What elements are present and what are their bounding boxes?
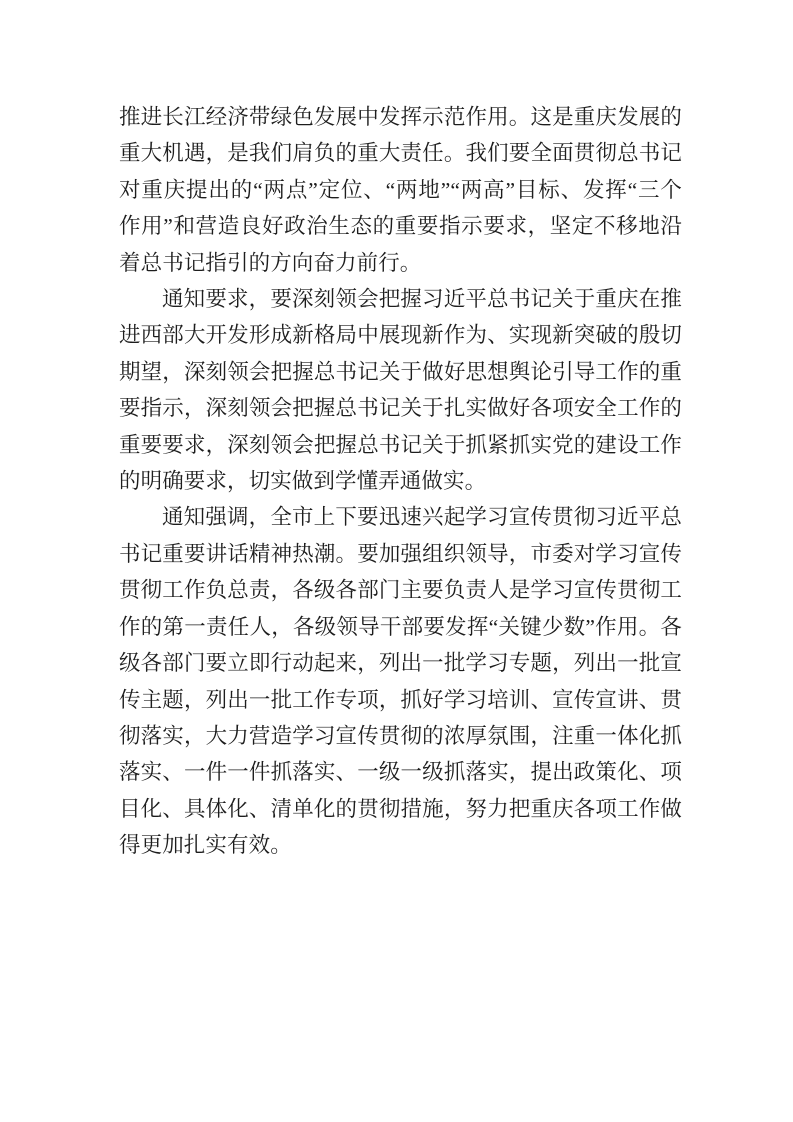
paragraph-continuation: 推进长江经济带绿色发展中发挥示范作用。这是重庆发展的重大机遇，是我们肩负的重大责任。我们要全面贯彻总书记对重庆提出的“两点”定位、“两地”“两高”目标、发挥“三个作用”和营造良好政治生态的重要指示要求，坚定不移地沿着总书记指引的方向奋力前行。 — [119, 105, 682, 275]
paragraph-notice-emphasis: 通知强调，全市上下要迅速兴起学习宣传贯彻习近平总书记重要讲话精神热潮。要加强组织领导，市委对学习宣传贯彻工作负总责，各级各部门主要负责人是学习宣传贯彻工作的第一责任人，各级领导干部要发挥“关键少数”作用。各级各部门要立即行动起来，列出一批学习专题，列出一批宣传主题，列出一批工作专项，抓好学习培训、宣传宣讲、贯彻落实，大力营造学习宣传贯彻的浓厚氛围，注重一体化抓落实、一件一件抓落实、一级一级抓落实，提出政策化、项目化、具体化、清单化的贯彻措施，努力把重庆各项工作做得更加扎实有效。 — [119, 505, 682, 858]
paragraph-notice-requirements: 通知要求，要深刻领会把握习近平总书记关于重庆在推进西部大开发形成新格局中展现新作为、实现新突破的殷切期望，深刻领会把握总书记关于做好思想舆论引导工作的重要指示，深刻领会把握总书记关于扎实做好各项安全工作的重要要求，深刻领会把握总书记关于抓紧抓实党的建设工作的明确要求，切实做到学懂弄通做实。 — [119, 287, 682, 494]
text-block — [119, 99, 682, 864]
